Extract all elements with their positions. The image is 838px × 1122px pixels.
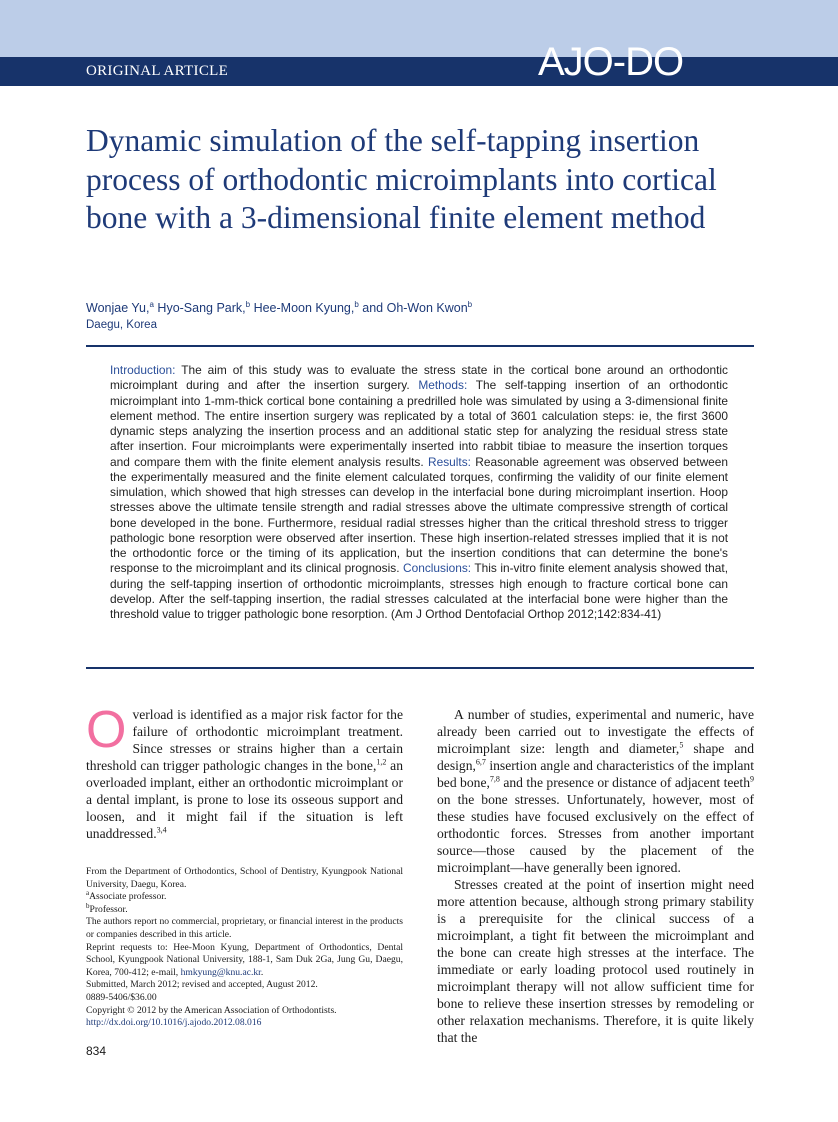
author-name: and Oh-Won Kwon xyxy=(358,301,468,315)
author-affiliation-mark: a xyxy=(149,299,154,309)
body-text: on the bone stresses. Unfortunately, however, most of these studies have focused exclusively on the effect of orthodontic forces. Stresses from another important source—those caused by the placement of the microimplant—have generally been ignored. xyxy=(437,792,754,875)
drop-cap: O xyxy=(86,701,127,759)
footnote-associate xyxy=(86,891,403,904)
abstract-introduction-text: The aim of this study was to evaluate the stress state in the cortical bone around an orthodontic microimplant during and after the insertion surgery. xyxy=(110,363,728,393)
body-paragraph xyxy=(86,701,403,842)
abstract-methods-heading: Methods: xyxy=(418,378,468,393)
abstract xyxy=(110,363,728,622)
footnote-text: . xyxy=(260,966,264,978)
body-paragraph xyxy=(437,706,754,876)
doi-link[interactable]: http://dx.doi.org/10.1016/j.ajodo.2012.08.016 xyxy=(86,1017,262,1029)
citation-ref[interactable]: 6,7 xyxy=(475,757,486,767)
abstract-methods-text: The self-tapping insertion of an orthodontic microimplant into 1-mm-thick cortical bone containing a predrilled hole was simulated by using a 3-dimensional finite element method. The entire insertion surgery was replicated by a total of 3601 calculation steps: ie, the first 3600 dynamic steps analyzing the insertion process and an additional static step for analyzing the residual stress state after insertion. Four microimplants were experimentally inserted into rabbit tibiae to measure the insertion torques and compare them with the finite element analysis results. xyxy=(110,378,728,469)
abstract-bottom-rule xyxy=(86,667,754,669)
body-text: A number of studies, experimental and numeric, have already been carried out to investigate the effects of microimplant size: length and diameter, xyxy=(437,707,754,756)
abstract-conclusions-text: This in-vitro finite element analysis showed that, during the self-tapping insertion of orthodontic microimplants, stresses high enough to fracture cortical bone can develop. After the self-tapping insertion, the radial stresses calculated at the interfacial bone were higher than the threshold value to trigger pathologic bone resorption. (Am J Orthod Dentofacial Orthop 2012;142:834-41) xyxy=(110,561,728,621)
article-title: Dynamic simulation of the self-tapping insertion process of orthodontic microimplants into cortical bone with a 3-dimensional finite element method xyxy=(86,123,717,235)
abstract-results-heading: Results: xyxy=(428,454,471,469)
body-text: shape and design, xyxy=(437,741,754,773)
abstract-conclusions-heading: Conclusions: xyxy=(403,561,472,576)
footnote-issn: 0889-5406/$36.00 xyxy=(86,991,157,1003)
footnote-text: Associate professor. xyxy=(89,891,167,903)
author-email-link[interactable]: hmkyung@knu.ac.kr xyxy=(180,966,261,978)
footnote-disclosure: The authors report no commercial, proprietary, or financial interest in the products or companies described in this article. xyxy=(86,916,403,940)
header-top-band xyxy=(0,0,838,57)
author-location: Daegu, Korea xyxy=(86,319,157,331)
footnote-mark: b xyxy=(86,901,90,910)
body-text: verload is identified as a major risk factor for the failure of orthodontic microimplant treatment. Since stresses or strains higher than a certain threshold can trigger pathologic changes in the bone, xyxy=(86,707,403,773)
body-text: an overloaded implant, either an orthodontic microimplant or a dental implant, is prone to lose its osseous support and loosen, and it might fail if the situation is left unaddressed. xyxy=(86,758,403,841)
body-text: insertion angle and characteristics of the implant bed bone, xyxy=(437,758,754,790)
footnote-submitted: Submitted, March 2012; revised and accepted, August 2012. xyxy=(86,979,318,991)
citation-ref[interactable]: 5 xyxy=(679,740,684,750)
citation-ref[interactable]: 3,4 xyxy=(156,825,167,835)
author-name: Hee-Moon Kyung, xyxy=(250,301,355,315)
footnote-text: Reprint requests to: Hee-Moon Kyung, Department of Orthodontics, Dental School, Kyungpook National University, 188-1, Sam Duk 2Ga, Jung Gu, Daegu, Korea, 700-412; e-mail, xyxy=(86,941,403,978)
citation-ref[interactable]: 1,2 xyxy=(376,757,387,767)
footnote-text: Professor. xyxy=(89,903,128,915)
abstract-top-rule xyxy=(86,345,754,347)
footnote-mark: a xyxy=(86,889,90,897)
body-column-right xyxy=(437,706,754,1046)
author-name: Hyo-Sang Park, xyxy=(153,301,246,315)
body-paragraph: Stresses created at the point of insertion might need more attention because, although strong primary stability is a prerequisite for the clinical success of a microimplant, a tight fit between the microimplant and the bone can create high stresses at the interface. The immediate or early loading protocol used routinely in microimplant therapy will not allow sufficient time for bone to relieve these insertion stresses by remodeling or other relaxation mechanisms. Therefore, it is quite likely that the xyxy=(437,877,754,1045)
author-name: Wonjae Yu, xyxy=(86,301,150,315)
abstract-results-text: Reasonable agreement was observed between the experimentally measured and the finite element calculated torques, confirming the validity of our finite element simulation, which showed that high stresses can develop in the interfacial bone during microimplant insertion. Hoop stresses above the ultimate tensile strength and radial stresses above the ultimate compressive strength of cortical bone developed in the bone. Furthermore, residual radial stresses higher than the critical threshold stress to trigger pathologic bone resorption were observed after insertion. These high insertion-related stresses implied that it is not the orthodontic force or the timing of its application, but the insertion conditions that can determine the bone's response to the microimplant and its clinical prognosis. xyxy=(110,454,728,576)
section-label: ORIGINAL ARTICLE xyxy=(86,63,229,79)
page-number: 834 xyxy=(86,1044,107,1058)
footnote-department: From the Department of Orthodontics, School of Dentistry, Kyungpook National University, Daegu, Korea. xyxy=(86,866,403,890)
author-list xyxy=(86,301,472,315)
footnote-professor xyxy=(86,901,403,917)
abstract-introduction-heading: Introduction: xyxy=(110,363,176,377)
body-text: and the presence or distance of adjacent teeth xyxy=(499,775,750,790)
author-affiliation-mark: b xyxy=(354,299,359,309)
author-affiliation-mark: b xyxy=(245,299,251,309)
author-affiliation-mark: b xyxy=(467,299,473,309)
article-footnotes xyxy=(86,866,403,1030)
footnote-copyright: Copyright © 2012 by the American Association of Orthodontists. xyxy=(86,1004,337,1016)
body-column-left xyxy=(86,701,403,842)
citation-ref[interactable]: 9 xyxy=(750,774,754,784)
citation-ref[interactable]: 7,8 xyxy=(489,774,500,784)
footnote-reprint xyxy=(86,942,403,980)
journal-logo[interactable]: AJO-DO xyxy=(538,40,684,84)
